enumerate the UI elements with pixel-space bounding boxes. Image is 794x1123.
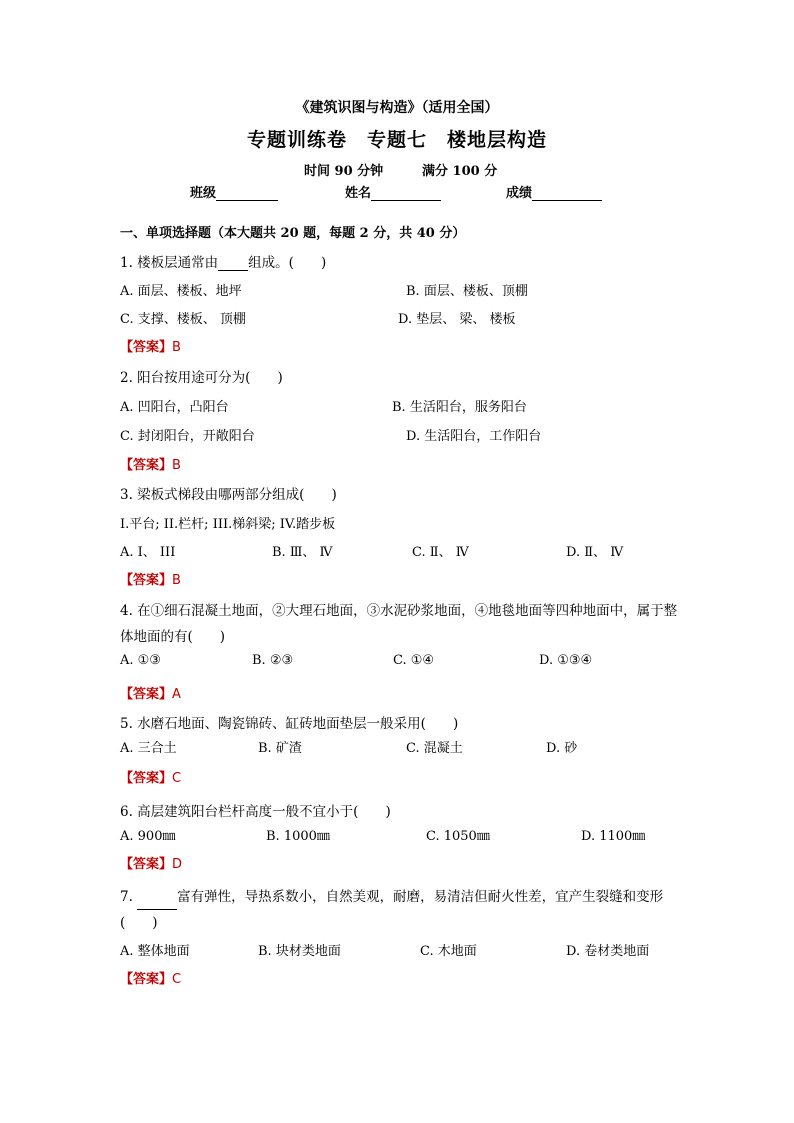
question-7-option-d: D. 卷材类地面: [566, 944, 650, 959]
answer-label: 【答案】: [120, 972, 173, 987]
question-2-option-d: D. 生活阳台，工作阳台: [406, 429, 542, 444]
question-4-option-b: B. ②③: [252, 653, 294, 668]
question-6-option-d: D. 1100㎜: [581, 829, 646, 844]
class-label: 班级: [190, 186, 217, 201]
answer-label: 【答案】: [120, 458, 173, 473]
question-7-option-a: A. 整体地面: [120, 944, 190, 959]
answer-label: 【答案】: [120, 340, 173, 355]
question-3-option-c: C. Ⅱ、 Ⅳ: [412, 545, 469, 560]
question-6-option-b: B. 1000㎜: [266, 829, 330, 844]
question-4-option-c: C. ①④: [393, 653, 435, 668]
question-6-option-c: C. 1050㎜: [426, 829, 490, 844]
question-5-option-b: B. 矿渣: [258, 741, 302, 756]
question-4-stem: 4. 在①细石混凝土地面，②大理石地面，③水泥砂浆地面，④地毯地面等四种地面中，属于整体地面的有( ): [120, 603, 678, 645]
answer-label: 【答案】: [120, 857, 173, 872]
question-4-option-d: D. ①③④: [539, 653, 593, 668]
question-4-option-a: A. ①③: [120, 653, 161, 668]
exam-full-score: 满分 100 分: [422, 164, 498, 179]
question-3-option-b: B. Ⅲ、 Ⅳ: [272, 545, 333, 560]
class-field: [190, 182, 278, 201]
question-5-stem: 5. 水磨石地面、陶瓷锦砖、缸砖地面垫层一般采用( ): [120, 716, 459, 732]
question-1-stem-start: 1. 楼板层通常由: [120, 255, 219, 271]
question-2-stem: 2. 阳台按用途可分为( ): [120, 370, 283, 386]
question-1-option-c: C. 支撑、楼板、 顶棚: [120, 312, 246, 327]
question-7-blank: [137, 895, 177, 910]
question-7-stem-start: 7.: [120, 889, 138, 905]
answer-value: B: [172, 340, 181, 355]
question-7-answer: [120, 968, 181, 987]
question-7-option-b: B. 块材类地面: [258, 944, 341, 959]
grade-label: 成绩: [506, 186, 533, 201]
class-blank[interactable]: [216, 186, 278, 201]
question-2-option-c: C. 封闭阳台，开敞阳台: [120, 429, 255, 444]
name-blank[interactable]: [371, 186, 441, 201]
section-title: 一、单项选择题（本大题共 20 题，每题 2 分，共 40 分）: [120, 226, 466, 241]
question-1-option-a: A. 面层、楼板、地坪: [120, 284, 242, 299]
question-1-blank: [218, 256, 248, 271]
question-1-answer: [120, 336, 181, 355]
question-5-option-c: C. 混凝土: [406, 741, 463, 756]
question-1-stem: [120, 251, 326, 271]
grade-field: [506, 182, 602, 201]
answer-label: 【答案】: [120, 771, 173, 786]
question-6-option-a: A. 900㎜: [120, 829, 176, 844]
answer-label: 【答案】: [120, 687, 173, 702]
question-7-option-c: C. 木地面: [420, 944, 477, 959]
question-7-stem: [120, 884, 680, 936]
exam-time: 时间 90 分钟: [304, 164, 384, 179]
question-7-stem-end: 富有弹性，导热系数小，自然美观，耐磨，易清洁但耐火性差，宜产生裂缝和变形( ): [120, 889, 664, 931]
answer-label: 【答案】: [120, 573, 173, 588]
question-3-stem: 3. 梁板式梯段由哪两部分组成( ): [120, 487, 337, 503]
question-1-option-d: D. 垫层、 梁、 楼板: [398, 312, 516, 327]
document-subtitle: 《建筑识图与构造》（适用全国）: [295, 100, 499, 116]
question-3-answer: [120, 569, 181, 588]
document-title: 专题训练卷 专题七 楼地层构造: [246, 129, 547, 151]
question-2-option-b: B. 生活阳台，服务阳台: [392, 400, 527, 415]
question-3-option-d: D. Ⅱ、 Ⅳ: [566, 545, 624, 560]
grade-blank[interactable]: [532, 186, 602, 201]
question-2-answer: [120, 454, 181, 473]
question-5-option-d: D. 砂: [546, 741, 578, 756]
question-1-stem-end: 组成。( ): [248, 255, 327, 271]
question-1-option-b: B. 面层、楼板、顶棚: [406, 284, 528, 299]
question-4-answer: [120, 683, 181, 702]
answer-value: B: [172, 458, 181, 473]
answer-value: B: [172, 573, 181, 588]
answer-value: C: [172, 771, 182, 786]
answer-value: A: [172, 687, 181, 702]
question-5-option-a: A. 三合土: [120, 741, 177, 756]
question-6-answer: [120, 853, 182, 872]
name-field: [345, 182, 441, 201]
answer-value: C: [172, 972, 182, 987]
question-2-option-a: A. 凹阳台，凸阳台: [120, 400, 229, 415]
question-3-items: I.平台; II.栏杆; III.梯斜梁; IV.踏步板: [120, 517, 336, 532]
name-label: 姓名: [345, 186, 372, 201]
question-5-answer: [120, 767, 181, 786]
answer-value: D: [172, 857, 183, 872]
question-6-stem: 6. 高层建筑阳台栏杆高度一般不宜小于( ): [120, 804, 391, 820]
question-3-option-a: A. I、 III: [120, 545, 176, 560]
